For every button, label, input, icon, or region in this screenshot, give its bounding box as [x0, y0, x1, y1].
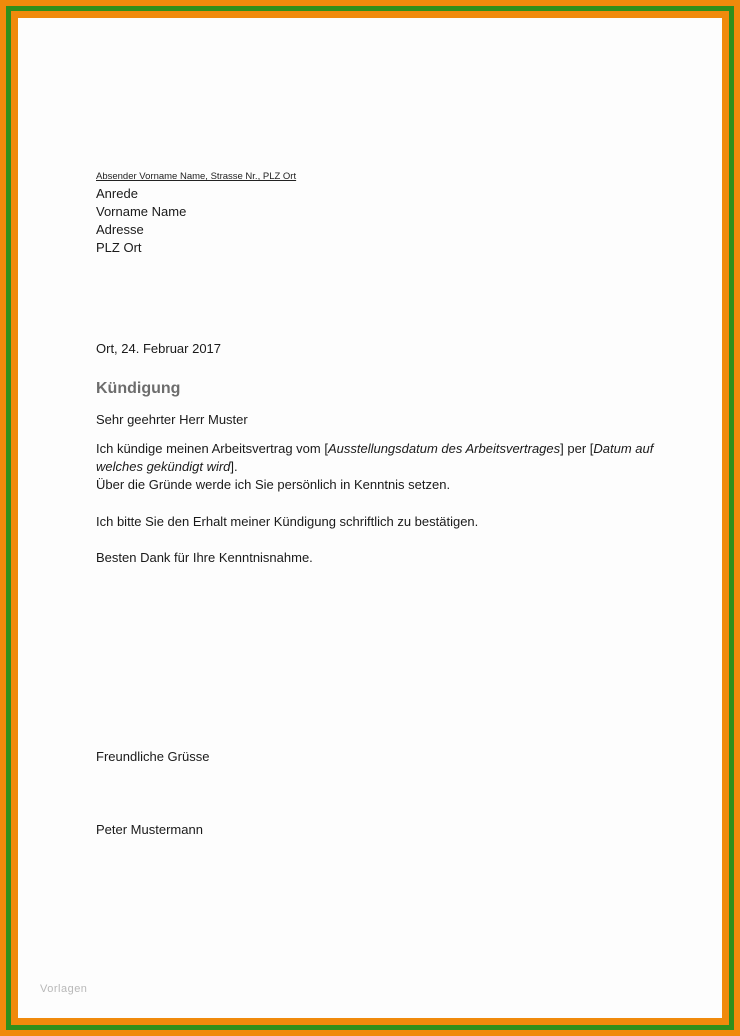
- letter-page: [18, 18, 722, 1018]
- recipient-city: PLZ Ort: [96, 240, 142, 255]
- recipient-name: Vorname Name: [96, 204, 187, 219]
- letter-salutation: Sehr geehrter Herr Muster: [96, 412, 248, 427]
- body-paragraph-2: Ich bitte Sie den Erhalt meiner Kündigung schriftlich zu bestätigen.: [96, 514, 479, 529]
- para1-placeholder-termination-date: Datum auf welches gekündigt wird: [96, 441, 654, 474]
- body-paragraph-3: Besten Dank für Ihre Kenntnisnahme.: [96, 550, 313, 565]
- watermark: Vorlagen: [40, 983, 88, 995]
- letter-closing: Freundliche Grüsse: [96, 749, 210, 764]
- recipient-salutation: Anrede: [96, 186, 138, 201]
- letter-subject: Kündigung: [96, 380, 181, 397]
- para1-line-2: Über die Gründe werde ich Sie persönlich in Kenntnis setzen.: [96, 477, 451, 492]
- para1-text-a: Ich kündige meinen Arbeitsvertrag vom [: [96, 441, 328, 456]
- body-paragraph-1: [96, 440, 666, 494]
- letter-date: Ort, 24. Februar 2017: [96, 341, 222, 356]
- sender-line: Absender Vorname Name, Strasse Nr., PLZ Ort: [96, 171, 297, 182]
- para1-text-c: ] per [: [560, 441, 594, 456]
- recipient-address: Adresse: [96, 222, 144, 237]
- letter-signature: Peter Mustermann: [96, 822, 203, 837]
- para1-text-e: ].: [230, 459, 238, 474]
- para1-placeholder-contract-date: Ausstellungsdatum des Arbeitsvertrages: [327, 441, 561, 456]
